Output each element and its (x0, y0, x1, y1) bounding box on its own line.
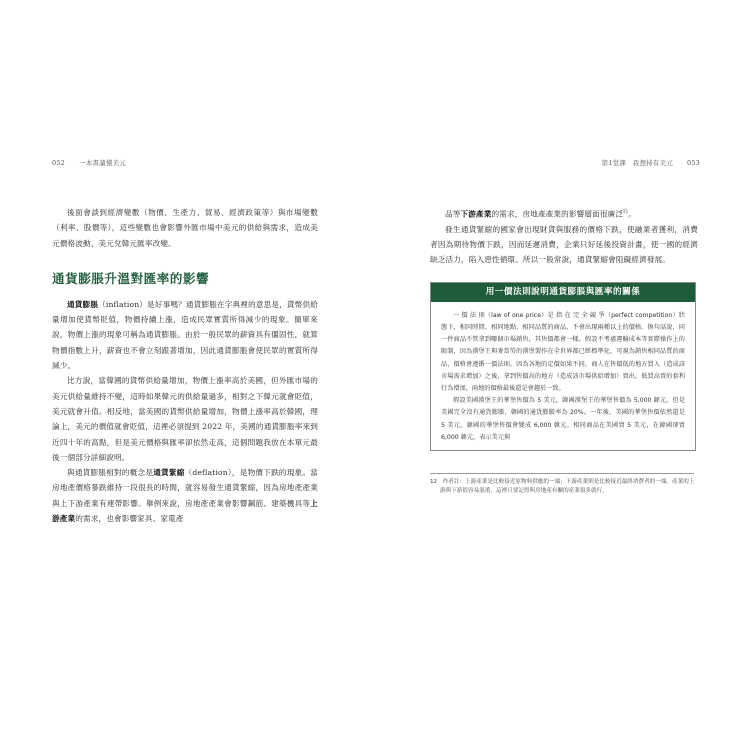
key-term: 通貨膨脹 (67, 299, 99, 309)
footnote-marker: ⑫ (623, 209, 629, 215)
paragraph: 通貨膨脹（inflation）是好事嗎？通貨膨脹在字典裡的意思是，貨幣供給量增加使貨幣貶值，物價持續上漲，造成民眾實質所得減少的現象。簡單來說，物價上漲的現象可稱為通貨膨脹。由於一般民眾的薪資具有僵固性，就算物價指數上升，薪資也不會立刻跟著增加，因此通貨膨脹會使民眾的實質所得減少。 (52, 299, 318, 371)
sidebar-box (430, 282, 696, 451)
paragraph: 品等下游產業的需求，房地產產業的影響層面很廣泛⑫。 (445, 209, 637, 219)
chapter-title: 第1堂課 我想持有美元 (601, 159, 673, 167)
box-body (431, 302, 695, 450)
box-paragraph: 假設美國漢堡王的華堡售價為 5 美元，韓國漢堡王的華堡售價為 5,000 韓元，但是美國完全沒有通貨膨脹，韓國的通貨膨脹率為 20%。一年後，美國的華堡售價依然還是 5 美元，韓國的華堡售價會變成 6,000 韓元。相同商品在美國賣 5 美元，在韓國卻賣 6,000 韓元，表示美元與 (441, 397, 685, 441)
running-header-right (602, 158, 700, 167)
running-header-left (52, 158, 126, 167)
left-page (52, 205, 318, 526)
right-page (430, 205, 698, 497)
key-term: 通貨緊縮 (153, 468, 185, 478)
section-title: 通貨膨脹升溫對匯率的影響 (52, 270, 210, 286)
book-title: 一本書讀懂美元 (79, 159, 126, 167)
key-term: 下游產業 (460, 209, 492, 219)
page-number: 052 (52, 159, 66, 167)
box-paragraph: 一 價 法 則（law of one price）是 指 在 完 全 競 爭（perfect competition）狀態下，相同時間、相同地點、相同品質的商品，不會出現兩種以上的價格。換句話說，同一件商品不管拿到哪個市場銷售，其售價都會一樣。假設不考慮運輸成本等實際操作上的限制，因為漢堡王與麥當勞的漢堡製作在全世界都已經標準化，可視為銷售相同品質的商品，價格會遵循一價法則。因為各地的定價如果不同，商人在售價低的地方買入（造成該市場需求增加）之後，拿到售價高的地方（造成該市場供給增加）賣出，低買高賣的套利行為增加，兩地的價格最後還是會趨於一致。 (441, 311, 685, 392)
key-term: 上游產業 (52, 498, 318, 524)
paragraph: 與通貨膨脹相對的概念是通貨緊縮（deflation），是物價下跌的現象。當房地產價格暴跌維持一段很長的時間，就容易發生通貨緊縮，因為房地產產業與上下游產業有連帶影響。舉例來說，房地產產業會影響鋼筋、建築機具等上游產業的需求，也會影響家具、家電產 (52, 468, 318, 524)
page-number: 053 (686, 159, 700, 167)
paragraph: 發生通貨緊縮的國家會出現財貨與服務的價格下跌，使融業者獲利，消費者因為期待物價下跌，因而延遲消費，企業只好延後投資計畫，使一國的經濟缺乏活力，陷入惡性循環。所以一般常說，通貨緊縮會阻礙經濟發展。 (430, 224, 698, 265)
footnote-divider (430, 473, 694, 474)
paragraph: 比方說，當韓國的貨幣供給量增加，物價上漲率高於美國，但外匯市場的美元供給量維持不變，這時如果韓元的供給量過多，相對之下韓元就會貶值，美元就會升值。相反地，當美國的貨幣供給量增加，物價上漲率高於韓國，理論上，美元的價值就會貶值，這裡必須提到 2022 年，美國的通貨膨脹率來到近四十年的高點，但是美元價格與匯率卻依然走高，這個問題我放在本單元最後一個部分詳細說明。 (52, 376, 318, 462)
box-title: 用一價法則說明通貨膨脹與匯率的關係 (431, 283, 695, 302)
footnote: 12 作者註：上游產業是比較接近原物料供應的一端；下游產業則是比較接近最終消費者的一端。產業的上游與下游很容易混淆，這裡只要記得與房地產有關的產業很多就行。 (430, 478, 695, 495)
paragraph: 後面會談到經濟變數（物價、生產力、貿易、經濟政策等）與市場變數（利率、股價等），這些變數也會影響外匯市場中美元的供給與需求，造成美元價格波動、美元兌韓元匯率改變。 (52, 208, 318, 248)
